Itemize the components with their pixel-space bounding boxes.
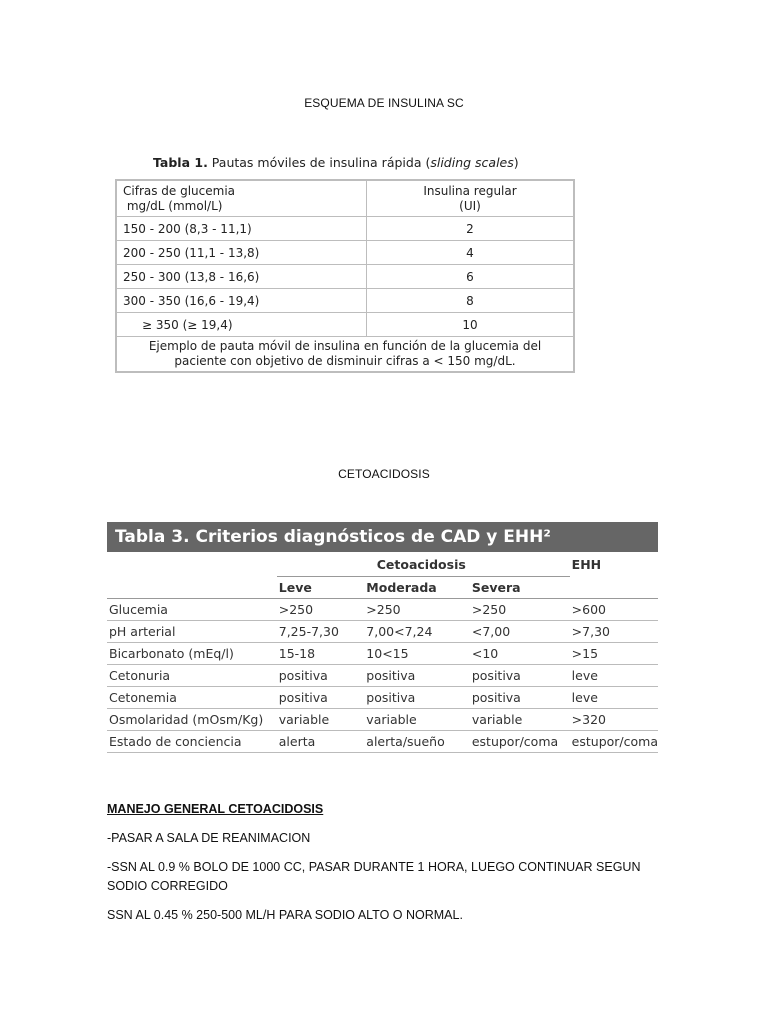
insulin-dose-cell: 8 — [367, 289, 575, 313]
management-line: -PASAR A SALA DE REANIMACION — [107, 831, 311, 845]
table-row — [107, 643, 658, 665]
management-title: MANEJO GENERAL CETOACIDOSIS — [107, 802, 324, 816]
group-header-row — [107, 552, 658, 577]
criteria-label: pH arterial — [107, 621, 277, 643]
criteria-ehh: >600 — [570, 599, 658, 621]
criteria-severa: <7,00 — [470, 621, 570, 643]
group-empty — [107, 552, 277, 577]
table-row — [116, 289, 574, 313]
criteria-leve: alerta — [277, 731, 365, 753]
criteria-label: Bicarbonato (mEq/l) — [107, 643, 277, 665]
criteria-ehh: leve — [570, 687, 658, 709]
criteria-moderada: variable — [364, 709, 470, 731]
criteria-leve: 15-18 — [277, 643, 365, 665]
table-row — [116, 241, 574, 265]
subheader-leve: Leve — [277, 577, 365, 599]
criteria-moderada: positiva — [364, 665, 470, 687]
header-insulina-line1: Insulina regular — [423, 183, 517, 198]
criteria-severa: estupor/coma — [470, 731, 570, 753]
table-row — [116, 265, 574, 289]
management-section — [107, 800, 667, 935]
table1-caption — [153, 155, 519, 170]
header-insulina — [367, 180, 575, 217]
table-row — [116, 217, 574, 241]
glucemia-range-cell: 200 - 250 (11,1 - 13,8) — [116, 241, 367, 265]
criteria-grid — [107, 552, 658, 753]
header-glucemia-line2: mg/dL (mmol/L) — [126, 198, 223, 213]
table-header-row — [116, 180, 574, 217]
header-glucemia — [116, 180, 367, 217]
criteria-leve: variable — [277, 709, 365, 731]
document-heading-insulina: ESQUEMA DE INSULINA SC — [304, 96, 464, 110]
sliding-scale-table — [115, 179, 575, 373]
criteria-severa: positiva — [470, 665, 570, 687]
subheader-ehh-empty — [570, 577, 658, 599]
insulin-dose-cell: 6 — [367, 265, 575, 289]
header-glucemia-line1: Cifras de glucemia — [123, 183, 236, 198]
criteria-label: Cetonuria — [107, 665, 277, 687]
criteria-moderada: alerta/sueño — [364, 731, 470, 753]
table-row — [107, 731, 658, 753]
criteria-severa: positiva — [470, 687, 570, 709]
criteria-severa: >250 — [470, 599, 570, 621]
criteria-ehh: leve — [570, 665, 658, 687]
table-note-line1: Ejemplo de pauta móvil de insulina en función de la glucemia del — [148, 339, 542, 353]
glucemia-range-cell: 300 - 350 (16,6 - 19,4) — [116, 289, 367, 313]
table1-caption-prefix: Tabla 1. — [153, 155, 208, 170]
criteria-leve: positiva — [277, 665, 365, 687]
criteria-moderada: 10<15 — [364, 643, 470, 665]
management-line: SSN AL 0.45 % 250-500 ML/H PARA SODIO ALTO O NORMAL. — [107, 908, 463, 922]
table-row — [107, 621, 658, 643]
criteria-label: Osmolaridad (mOsm/Kg) — [107, 709, 277, 731]
table-row — [107, 687, 658, 709]
glucemia-range-cell: 150 - 200 (8,3 - 11,1) — [116, 217, 367, 241]
criteria-ehh: >320 — [570, 709, 658, 731]
insulin-dose-cell: 4 — [367, 241, 575, 265]
table-row — [116, 313, 574, 337]
criteria-leve: positiva — [277, 687, 365, 709]
table1-caption-main: Pautas móviles de insulina rápida ( — [207, 155, 431, 170]
subheader-severa: Severa — [470, 577, 570, 599]
table1-caption-italic: sliding scales — [430, 155, 514, 170]
subheader-empty — [107, 577, 277, 599]
group-ehh: EHH — [571, 556, 602, 572]
insulin-dose-cell: 10 — [367, 313, 575, 337]
subheader-row — [107, 577, 658, 599]
table-row — [107, 599, 658, 621]
criteria-ehh: >15 — [570, 643, 658, 665]
criteria-label: Cetonemia — [107, 687, 277, 709]
table1-caption-suffix: ) — [513, 155, 519, 170]
criteria-ehh: >7,30 — [570, 621, 658, 643]
table-note — [116, 337, 574, 373]
criteria-leve: 7,25-7,30 — [277, 621, 365, 643]
table-note-row — [116, 337, 574, 373]
table3-title: Tabla 3. Criterios diagnósticos de CAD y EHH² — [107, 522, 658, 552]
table-note-line2: paciente con objetivo de disminuir cifras a < 150 mg/dL. — [174, 354, 516, 368]
criteria-moderada: >250 — [364, 599, 470, 621]
criteria-moderada: positiva — [364, 687, 470, 709]
glucemia-range-cell: 250 - 300 (13,8 - 16,6) — [116, 265, 367, 289]
table-row — [107, 709, 658, 731]
document-heading-cetoacidosis: CETOACIDOSIS — [338, 467, 430, 481]
criteria-ehh: estupor/coma — [570, 731, 658, 753]
criteria-moderada: 7,00<7,24 — [364, 621, 470, 643]
management-line: -SSN AL 0.9 % BOLO DE 1000 CC, PASAR DURANTE 1 HORA, LUEGO CONTINUAR SEGUN SODIO CORREGIDO — [107, 860, 641, 893]
criteria-severa: <10 — [470, 643, 570, 665]
criteria-label: Estado de conciencia — [107, 731, 277, 753]
subheader-moderada: Moderada — [364, 577, 470, 599]
group-cetoacidosis: Cetoacidosis — [277, 552, 570, 577]
criteria-severa: variable — [470, 709, 570, 731]
table-row — [107, 665, 658, 687]
criteria-label: Glucemia — [107, 599, 277, 621]
criteria-leve: >250 — [277, 599, 365, 621]
glucemia-range-cell: ≥ 350 (≥ 19,4) — [116, 313, 367, 337]
header-insulina-line2: (UI) — [459, 198, 481, 213]
diagnostic-criteria-table — [107, 522, 658, 753]
insulin-dose-cell: 2 — [367, 217, 575, 241]
